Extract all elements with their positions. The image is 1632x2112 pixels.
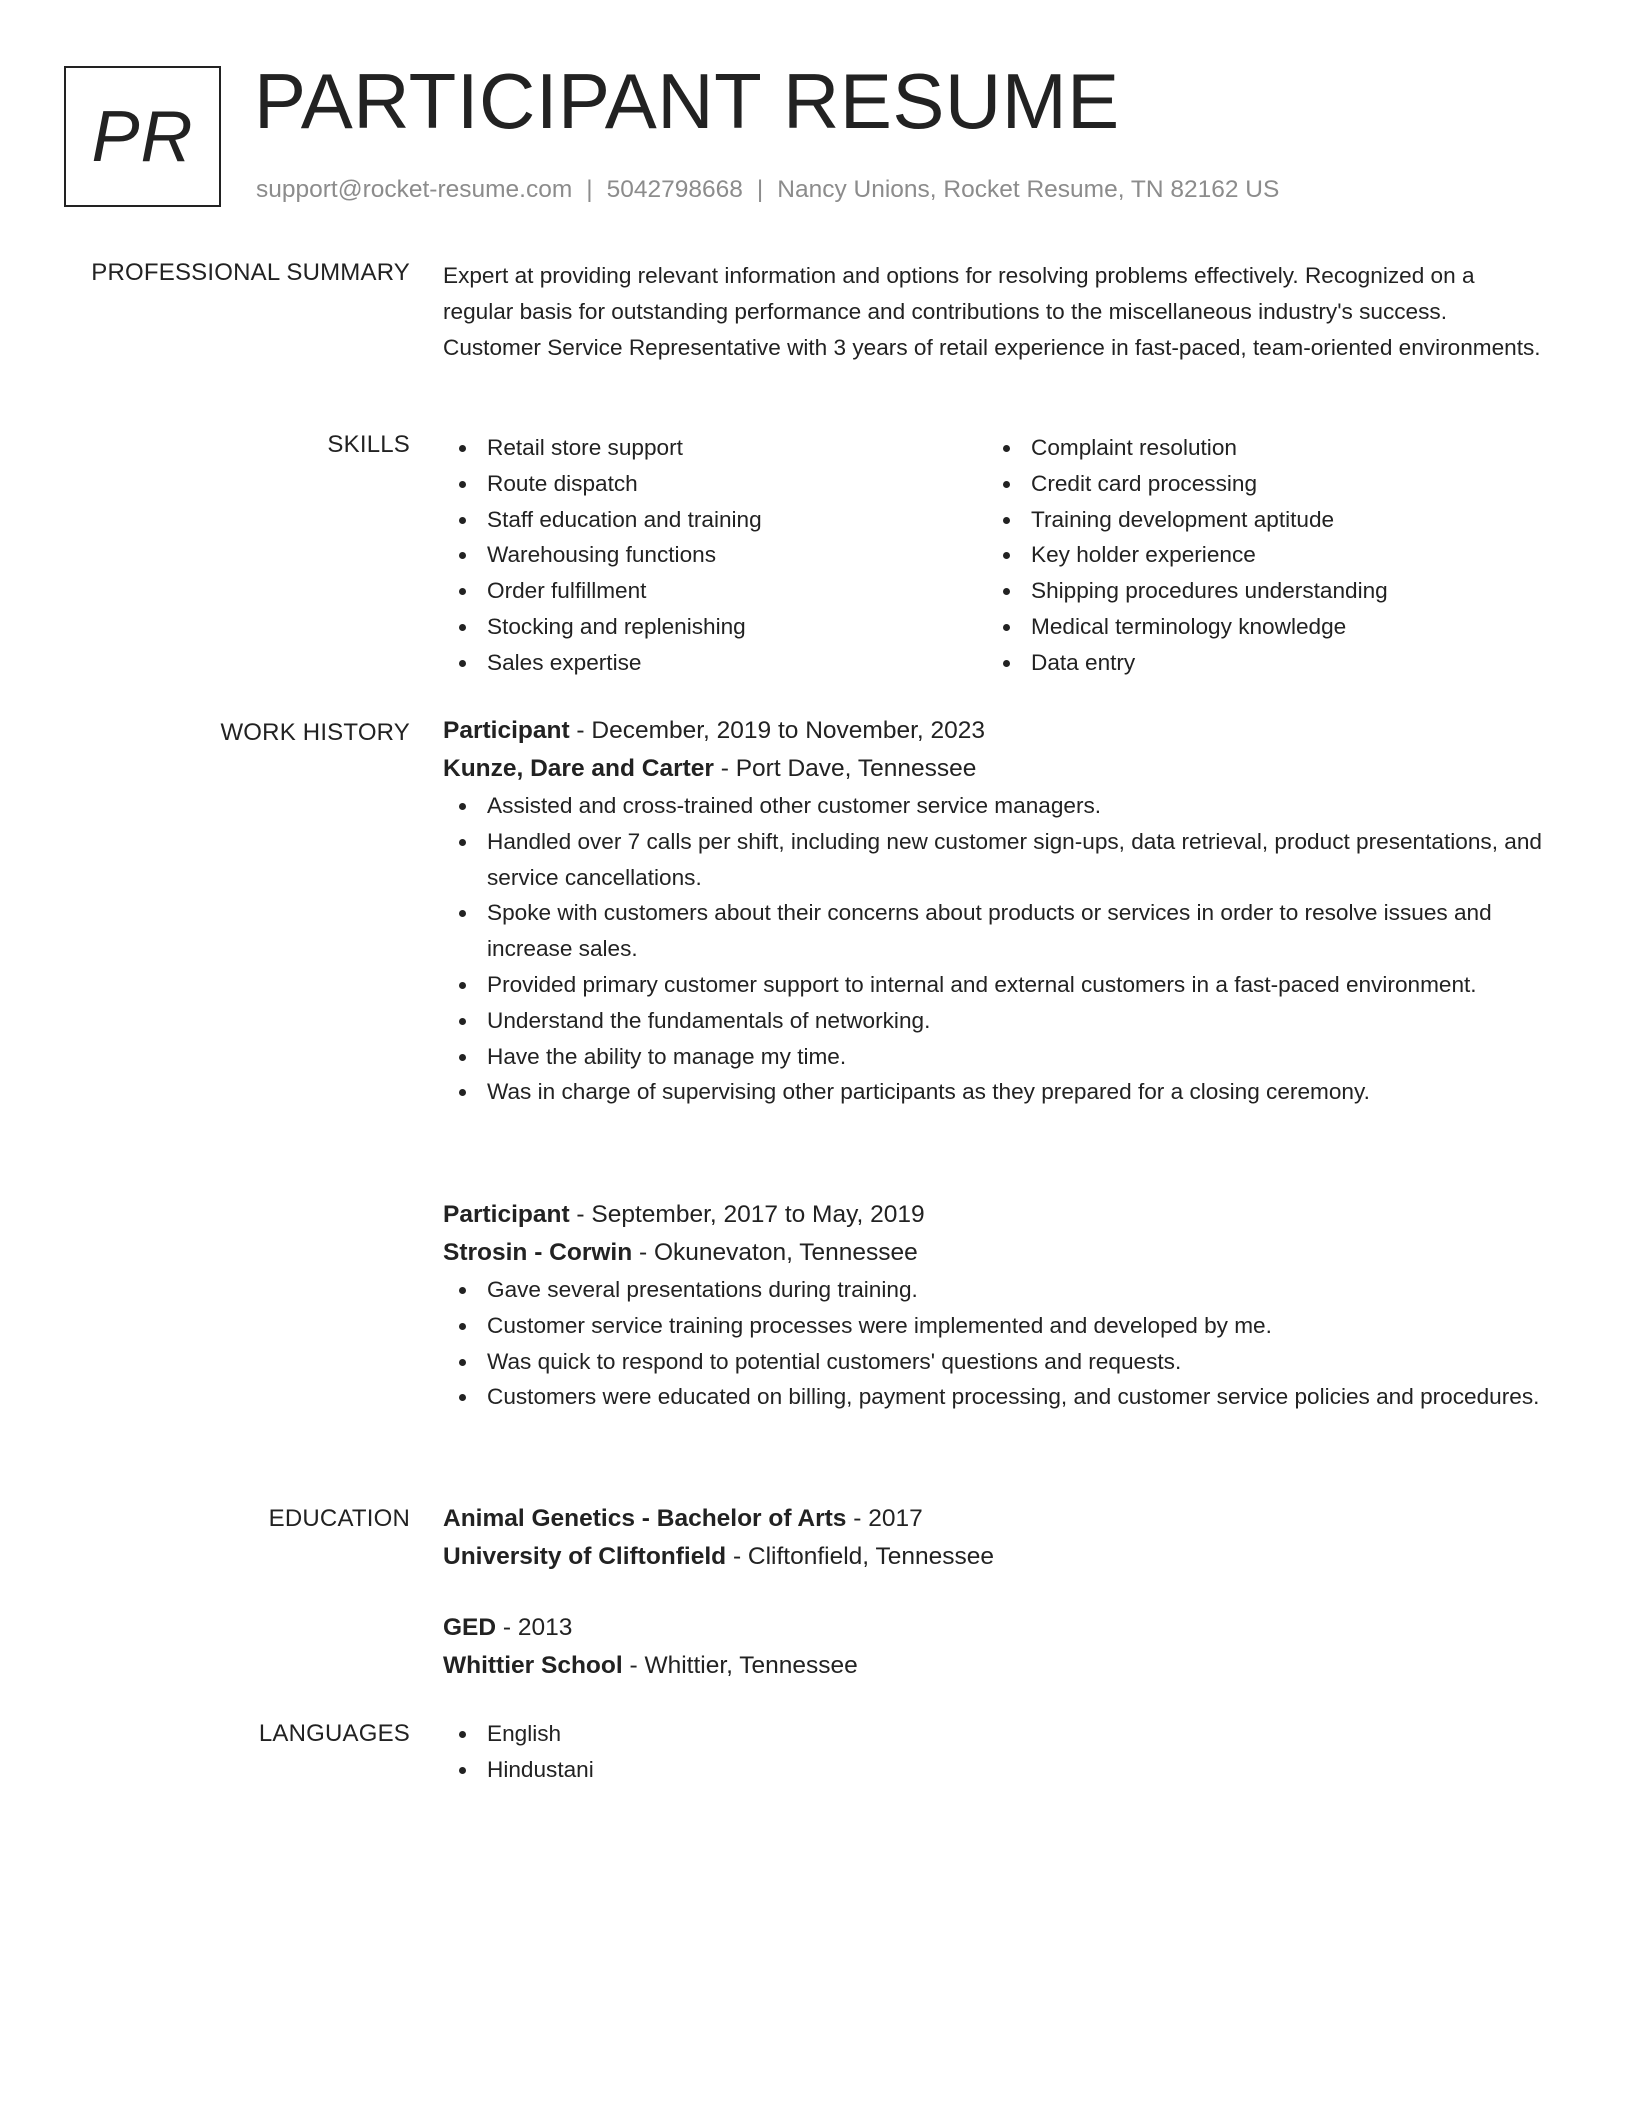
job-title: Participant [443, 717, 570, 744]
monogram-box [64, 66, 221, 207]
duty-item: Spoke with customers about their concerns about products or services in order to resolve issues and increase sales. [443, 895, 1543, 967]
languages-list [443, 1716, 1543, 1788]
school-line [443, 1538, 1543, 1576]
duty-item: Was in charge of supervising other participants as they prepared for a closing ceremony. [443, 1074, 1543, 1110]
job-dates: - September, 2017 to May, 2019 [569, 1201, 925, 1228]
duty-item: Was quick to respond to potential customers' questions and requests. [443, 1344, 1543, 1380]
skills-column-left [443, 430, 987, 681]
skills-list [443, 430, 1543, 681]
job-company-line [443, 750, 1543, 788]
section-label-education: EDUCATION [268, 1505, 410, 1532]
job-company: Strosin - Corwin [443, 1239, 633, 1266]
duty-item: Customer service training processes were implemented and developed by me. [443, 1308, 1543, 1344]
job-title-line [443, 1196, 1543, 1234]
duty-item: Gave several presentations during training. [443, 1272, 1543, 1308]
job-company-line [443, 1234, 1543, 1272]
school-location: - Cliftonfield, Tennessee [726, 1543, 994, 1570]
contact-line [256, 174, 1279, 206]
duty-item: Handled over 7 calls per shift, including new customer sign-ups, data retrieval, product presentations, and service cancellations. [443, 824, 1543, 896]
job-title: Participant [443, 1201, 570, 1228]
degree-line [443, 1609, 1543, 1647]
job-location: - Port Dave, Tennessee [713, 755, 977, 782]
job-dates: - December, 2019 to November, 2023 [569, 717, 986, 744]
job-entry [443, 1196, 1543, 1415]
degree-year: - 2017 [846, 1505, 923, 1532]
skill-item: Sales expertise [443, 645, 987, 681]
section-label-work-history: WORK HISTORY [220, 719, 410, 746]
job-duties [443, 788, 1543, 1110]
contact-phone: 5042798668 [606, 176, 743, 203]
skill-item: Retail store support [443, 430, 987, 466]
job-entry [443, 712, 1543, 1110]
skill-item: Staff education and training [443, 502, 987, 538]
duty-item: Provided primary customer support to internal and external customers in a fast-paced environment. [443, 967, 1543, 1003]
job-company: Kunze, Dare and Carter [443, 755, 714, 782]
section-label-skills: SKILLS [327, 431, 410, 458]
school-location: - Whittier, Tennessee [622, 1652, 858, 1679]
skills-column-right [987, 430, 1531, 681]
skill-item: Data entry [987, 645, 1531, 681]
skill-item: Shipping procedures understanding [987, 573, 1531, 609]
skill-item: Warehousing functions [443, 537, 987, 573]
skill-item: Credit card processing [987, 466, 1531, 502]
education-entry [443, 1500, 1543, 1576]
duty-item: Customers were educated on billing, payment processing, and customer service policies and procedures. [443, 1379, 1543, 1415]
skill-item: Stocking and replenishing [443, 609, 987, 645]
degree-line [443, 1500, 1543, 1538]
job-duties [443, 1272, 1543, 1415]
section-label-languages: LANGUAGES [258, 1720, 410, 1747]
school: Whittier School [443, 1652, 623, 1679]
skill-item: Key holder experience [987, 537, 1531, 573]
section-label-summary: PROFESSIONAL SUMMARY [91, 259, 410, 286]
resume-name: PARTICIPANT RESUME [254, 57, 1120, 145]
school-line [443, 1647, 1543, 1685]
school: University of Cliftonfield [443, 1543, 727, 1570]
job-title-line [443, 712, 1543, 750]
skill-item: Training development aptitude [987, 502, 1531, 538]
duty-item: Understand the fundamentals of networking. [443, 1003, 1543, 1039]
skill-item: Complaint resolution [987, 430, 1531, 466]
languages-bullets [443, 1716, 1543, 1788]
contact-email: support@rocket-resume.com [256, 176, 573, 203]
duty-item: Have the ability to manage my time. [443, 1039, 1543, 1075]
language-item: English [443, 1716, 1543, 1752]
skill-item: Medical terminology knowledge [987, 609, 1531, 645]
contact-separator: | [756, 176, 764, 203]
duty-item: Assisted and cross-trained other customer service managers. [443, 788, 1543, 824]
language-item: Hindustani [443, 1752, 1543, 1788]
monogram-initials: PR [91, 96, 194, 177]
degree: GED [443, 1614, 497, 1641]
summary-text: Expert at providing relevant information and options for resolving problems effectively. Recognized on a regular basis for outstanding performance and contributions to the miscellaneous industry's success. Customer Service Representative with 3 years of retail experience in fast-paced, team-oriented environments. [443, 263, 1541, 360]
contact-separator: | [586, 176, 593, 203]
degree: Animal Genetics - Bachelor of Arts [443, 1505, 847, 1532]
degree-year: - 2013 [496, 1614, 573, 1641]
contact-address: Nancy Unions, Rocket Resume, TN 82162 US [777, 176, 1280, 203]
job-location: - Okunevaton, Tennessee [632, 1239, 918, 1266]
skill-item: Route dispatch [443, 466, 987, 502]
skill-item: Order fulfillment [443, 573, 987, 609]
education-entry [443, 1609, 1543, 1685]
